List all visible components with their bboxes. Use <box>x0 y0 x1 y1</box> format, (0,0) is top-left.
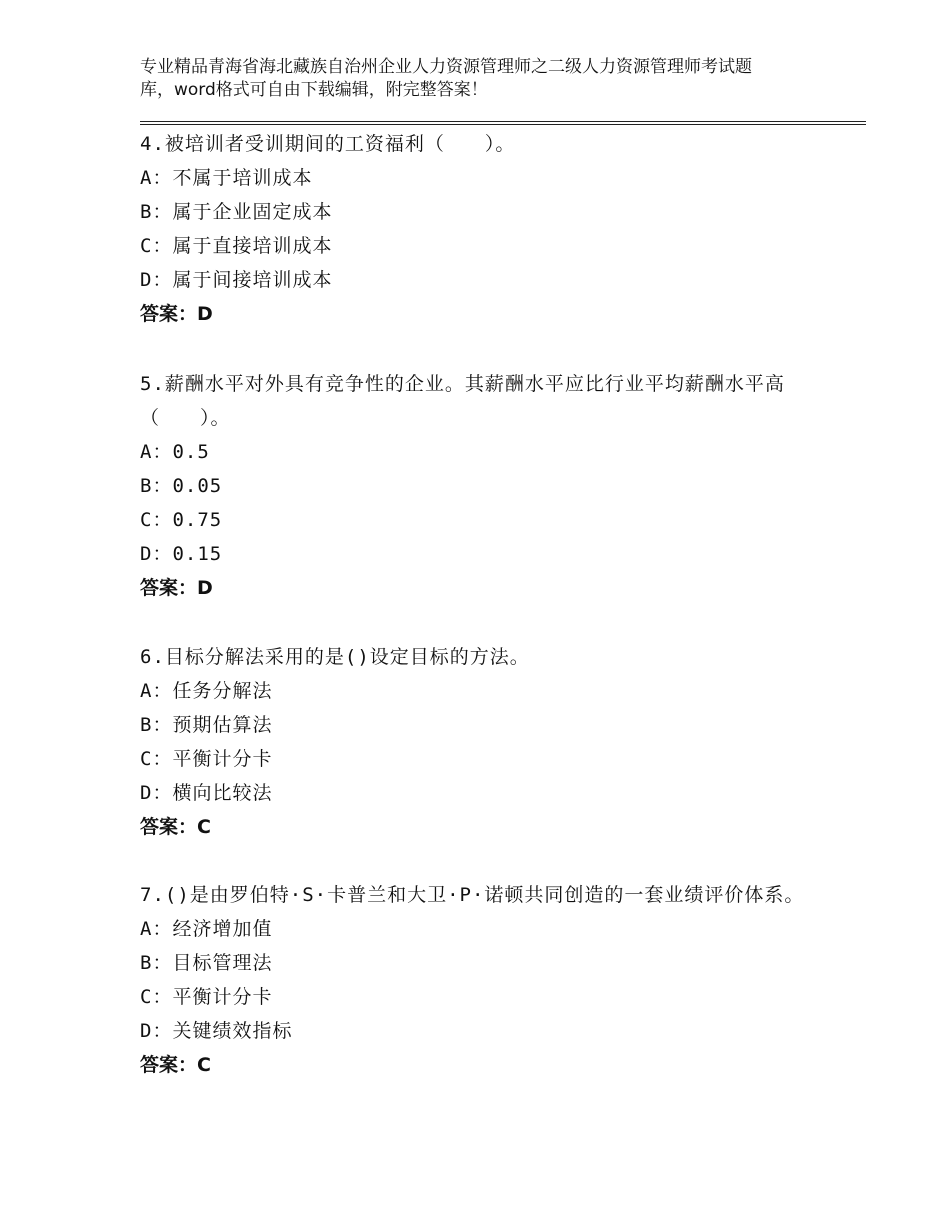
option-a: A：经济增加值 <box>140 918 273 940</box>
option-c: C：属于直接培训成本 <box>140 235 333 257</box>
option-b: B：0.05 <box>140 475 223 497</box>
header-divider-bottom <box>140 124 866 125</box>
option-d: D：横向比较法 <box>140 782 273 804</box>
option-c: C：0.75 <box>140 509 223 531</box>
question-5 <box>140 367 840 605</box>
option-a: A：不属于培训成本 <box>140 167 313 189</box>
header-divider-top <box>140 121 866 122</box>
option-d: D：0.15 <box>140 543 223 565</box>
answer: 答案：C <box>140 816 211 838</box>
header-title-line-1: 专业精品青海省海北藏族自治州企业人力资源管理师之二级人力资源管理师考试题 <box>140 57 752 77</box>
option-d: D：关键绩效指标 <box>140 1020 293 1042</box>
question-stem: 6.目标分解法采用的是()设定目标的方法。 <box>140 646 530 668</box>
document-header <box>140 56 840 102</box>
option-a: A：0.5 <box>140 441 210 463</box>
question-4 <box>140 127 840 331</box>
option-a: A：任务分解法 <box>140 680 273 702</box>
option-c: C：平衡计分卡 <box>140 986 273 1008</box>
question-7 <box>140 878 840 1082</box>
question-stem: 4.被培训者受训期间的工资福利（ ）。 <box>140 133 516 155</box>
answer: 答案：D <box>140 303 213 325</box>
header-title-line-2: 库，word格式可自由下载编辑，附完整答案！ <box>140 80 488 100</box>
answer: 答案：C <box>140 1054 211 1076</box>
question-6 <box>140 640 840 844</box>
question-stem: 7.()是由罗伯特·S·卡普兰和大卫·P·诺顿共同创造的一套业绩评价体系。 <box>140 884 805 906</box>
option-b: B：目标管理法 <box>140 952 273 974</box>
question-stem: 5.薪酬水平对外具有竞争性的企业。其薪酬水平应比行业平均薪酬水平高（ ）。 <box>140 373 785 429</box>
option-c: C：平衡计分卡 <box>140 748 273 770</box>
option-b: B：预期估算法 <box>140 714 273 736</box>
option-b: B：属于企业固定成本 <box>140 201 333 223</box>
option-d: D：属于间接培训成本 <box>140 269 333 291</box>
answer: 答案：D <box>140 577 213 599</box>
